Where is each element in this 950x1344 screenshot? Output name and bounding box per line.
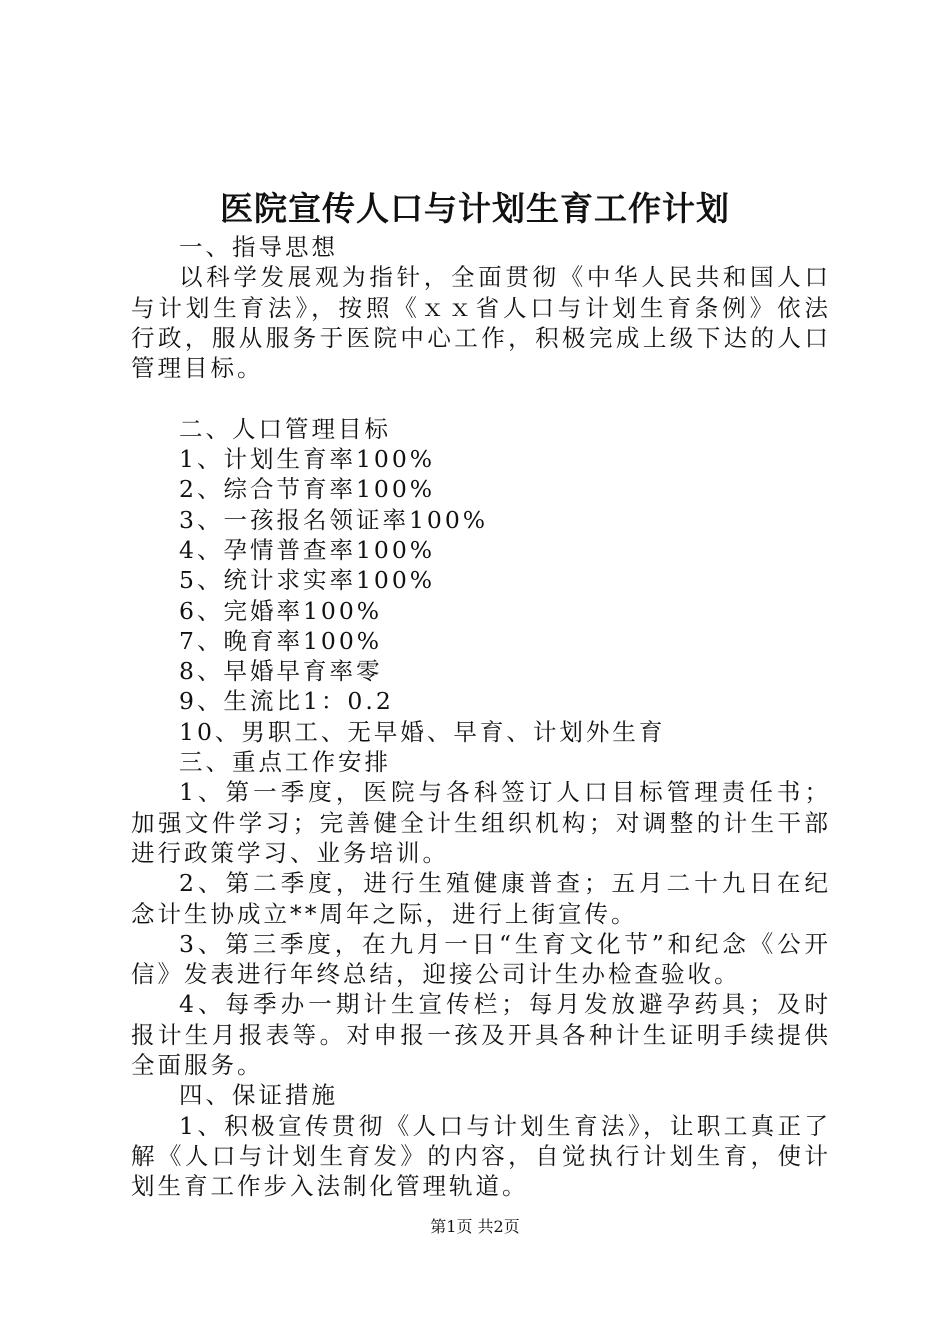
page-footer: 第1页 共2页 (430, 1217, 520, 1236)
list-item: 10、男职工、无早婚、早育、计划外生育 (179, 717, 666, 746)
list-item: 5、统计求实率100% (179, 566, 436, 595)
list-item: 2、综合节育率100% (179, 475, 436, 504)
list-item: 8、早婚早育率零 (179, 657, 383, 686)
list-item: 6、完婚率100% (179, 596, 383, 625)
section-heading-key-work: 三、重点工作安排 (179, 748, 391, 777)
paragraph-key-work: 4、每季办一期计生宣传栏；每月发放避孕药具；及时报计生月报表等。对申报一孩及开具各种计生证明手续提供全面服务。 (131, 990, 831, 1080)
paragraph-guarantee-measures: 1、积极宣传贯彻《人口与计划生育法》，让职工真正了解《人口与计划生育发》的内容，自觉执行计划生育，使计划生育工作步入法制化管理轨道。 (131, 1111, 831, 1201)
list-item: 9、生流比1：0.2 (179, 687, 394, 716)
list-item: 3、一孩报名领证率100% (179, 505, 489, 534)
document-body (131, 232, 831, 1202)
paragraph-guiding-ideology: 以科学发展观为指针，全面贯彻《中华人民共和国人口与计划生育法》，按照《ｘｘ省人口与计划生育条例》依法行政，服从服务于医院中心工作，积极完成上级下达的人口管理目标。 (131, 263, 831, 383)
paragraph-key-work: 2、第二季度，进行生殖健康普查；五月二十九日在纪念计生协成立**周年之际，进行上街宣传。 (131, 869, 831, 928)
document-title: 医院宣传人口与计划生育工作计划 (220, 189, 730, 228)
section-heading-population-targets: 二、人口管理目标 (179, 414, 391, 443)
paragraph-key-work: 3、第三季度，在九月一日“生育文化节”和纪念《公开信》发表进行年终总结，迎接公司计生办检查验收。 (131, 929, 831, 989)
list-item: 4、孕情普查率100% (179, 535, 436, 564)
list-item: 7、晚育率100% (179, 626, 383, 655)
section-heading-guarantee-measures: 四、保证措施 (179, 1081, 338, 1110)
blank-line (131, 383, 831, 413)
paragraph-key-work: 1、第一季度，医院与各科签订人口目标管理责任书；加强文件学习；完善健全计生组织机构；对调整的计生干部进行政策学习、业务培训。 (131, 778, 831, 867)
section-heading-guiding-ideology: 一、指导思想 (179, 233, 338, 261)
list-item: 1、计划生育率100% (179, 445, 436, 474)
